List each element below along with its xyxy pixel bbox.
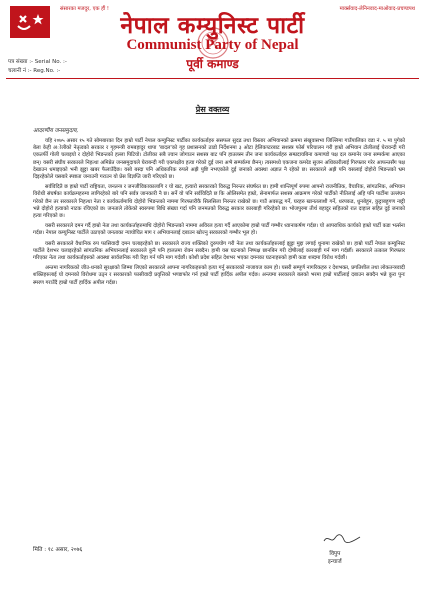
registration-number-label: चलानी नं :- Reg.No. :- [8,68,61,74]
paragraph: यहि २०७५ असार १५ गते सोमबारका दिन हाम्रो पार्टी नेपाल कम्युनिस्ट पार्टीका कार्यकर्ताहरु ससफल सुदढ तथा विस्तार अभियानको क्रममा संखुवासभा जिल्लिमा गाउँपालिका वडा नं. ५ मा पुगेको बेला केही अोलीको नेतृत्वको सरकार र गृहमन्त्री रामबहादुर थापा 'बादल'को गृह प्रशासनको ठाडो निर्देशनमा ३ ओटा हेलिकप्टरबाट सशस्त्र फोर्स परिचालन गरी हाम्रो अभियान टोलीलाई घेरावन्दी गरी एकतर्फी गोली चलाइयो र दोहोरो भिडन्तको हल्ला पिटियो। टोलीका सबै ज्वान जोगाउन सशस्त्र बाट पनि हातलस्न तीन जना कार्यकर्ताहरु सम्प्रदायबिना कमाण्डो पक्ष दल कमानेर जना सम्पर्कमा आएका छन्। यसरी संघीय सरकारले निहत्था अमिप्रेत जनसमुदायले घेराबन्दी गरी एकपक्षीय हत्या गरेको दुई जना अभै सम्पर्कमा छैनन्। त्यसमध्ये एकजना कमरेड सुजन अधिकारीलाई गिरफ्तार गरेर आफन्तसँग पक्ष देखाउन धमाइएको भनी झुट्टा खबर फैलाउँदैछ। यसो बस्दा पनि अधिकारिक रुपले अझै पुष्टि नभएकोले दुई जनाको अवस्था अज्ञात नै रहेको छ। सरकारले अझै पनि यसलाई दोहोरो भिडन्तको भ्रम दिइरहेकोले यसबारे स्पष्टता जनाउनी गराउन यो प्रेस विज्ञप्ति जारी गरिएको छ। [33,138,405,181]
paragraph: यसरी सरकारले दमन गर्दै हाम्रो नेता तथा कार्यकर्ताहरुमाथि दोहोरो भिडन्तको नाममा अविरल हत्या गर्दै आएकोमा हाम्रो पार्टी गम्भीर ध्यानाकर्षण गर्दछ। यो आपराधिक कार्यको हाम्रो पार्टी कडा भर्त्सना गर्दछ। नेपाल कम्युनिस्ट पार्टीले उठाएको जनताका न्यायोचित माग र अभियानलाई दबाउन खोज्नु सरकारको गम्भीर भूल हो। [33,223,405,237]
committee-name: पूर्वी कमाण्ड [186,57,239,71]
paragraph: यसरी सरकारले वैधानिक रुप फासिवादी दमन चलाइरहेको छ। सरकारले राज्य शक्तिको दुरुपयोग गरी नेता तथा कार्यकर्ताहरुलाई झुट्टा मुद्दा लगाई थुनामा राखेको छ। हाम्रो पार्टी नेपाल कम्युनिस्ट पार्टीले देशभर चलाइरहेको सांगठनिक अभियानलाई सरकारले कुनै पनि हालतमा रोक्न सक्दैन। हामी यस घटनाको निष्पक्ष छानबिन गरी दोषीलाई कारबाही गर्न माग गर्दछौं। सरकारले तत्काल गिरफ्तार गरिएका नेता तथा कार्यकर्ताहरुको अवस्था सार्वजनिक गरी रिहा गर्न पनि माग गर्दछौं। कोशी प्रदेश सहित देशभर भएका दमनका घटनाहरुको हामी कडा शब्दमा विरोध गर्दछौं। [33,240,405,262]
salutation: आदरणीय जनसमुदाय, [33,128,79,134]
signer-title: इन्चार्ज [328,559,342,565]
slogan-left: संसारका मजदुर, एक हौं ! [60,6,109,12]
slogan-right: मार्क्सवाद-लेनिनवाद-माओवाद-प्रचण्डपथ [339,6,415,12]
serial-number-label: पत्र संख्या :- Serial No. :- [8,59,67,65]
paragraph: अन्तमा नागरिकको जीउ-धनको सुरक्षाको जिम्मा लिएको सरकारले आफ्ना नागरिकहरुको हत्या गर्नु सरकारको नाजायज काम हो। यसरी सम्पूर्ण नागरिकहरु र देशभक्त, प्रगतिशील तथा लोकतन्त्रवादी शक्तिहरुलाई यो दमनको विरोधमा उठ्न र सरकारको फासीवादी प्रवृत्तिको भण्डाफोर गर्न हाम्रो पार्टी हार्दिक अपील गर्दछ। अन्त्यमा सरकारले बलको भरमा हाम्रो पार्टीलाई दबाउन सक्दैन भन्ने कुरा पुनः स्मरण गराउँदै हाम्रो पार्टी हार्दिक अपील गर्दछ। [33,265,405,286]
signer-name: विपुप [329,551,341,557]
statement-body [33,138,405,290]
statement-date: मिति : १८ असार, २०७६ [33,547,83,553]
paragraph: सर्वविदितै छ हाम्रो पार्टी राष्ट्रियता, जनतन्त्र र जनजीविकाकालागि र यो खट, हत्यारो सरकारको विरुद्ध निरन्तर संघर्षरत छ। हामी शान्तिपूर्ण रुपमा आफ्नो राजनीतिक, वैचारिक, सांगठनिक, अभियान विरोधी संघर्षका कार्यक्रमहरुमा लागिरहेको बारे पनि सर्वत्र जानकारी नै छ। सर्ने यो पनि सर्वविदितै छ कि ओलिसमेत हाम्रो, सेनामार्फत सशस्त्र आक्रमण गरेको पार्टीको नीतिलाई अहि पनि पार्टीमा उल्लंघन गरेको छैन तर सरकारले निहत्था नेता र कार्यकर्तामाथि दोहोरो भिडन्तको नाममा गिरफ्तारीकै सिलसिला निरन्तर राखेको छ। गाउँ अवरुद्ध गर्ने, घरहरु खानतलाशी गर्ने, धरपकड, धुनबेहुन, कुट्टाबहुगण नाट्टी भन्ने दोहोरो हत्याको नाटक रचिएको छ। जनताले तोकेको स्वरुपमा बिधि संख्या गर्दा पनि जनमतको विरुद्ध सरकार कारबाही गरिरहेको छ। भोजपुरमा तीर्थ बहादुर सहितको रात दाहाल सहित दुई जनाको हत्या गरिएको छ। [33,184,405,220]
reference-numbers [8,58,67,76]
header-divider [6,78,419,79]
party-name-nepali: नेपाल कम्युनिस्ट पार्टी [120,12,305,39]
document-title: प्रेस वक्तव्य [195,105,230,114]
letterhead [0,0,425,78]
handwritten-signature [322,532,362,546]
signer-block [328,550,342,566]
party-name-english: Communist Party of Nepal [126,37,299,53]
